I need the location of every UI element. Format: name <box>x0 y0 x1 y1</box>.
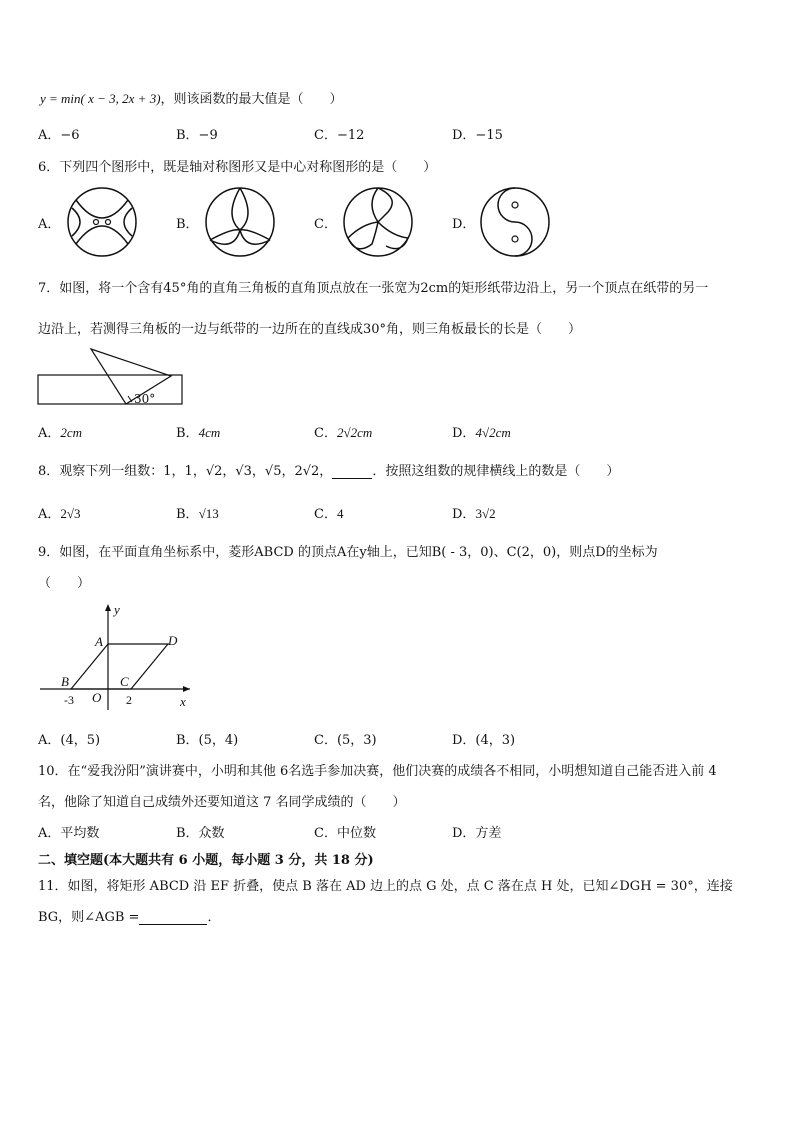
q8-option-a: A．2√3 <box>38 506 81 522</box>
q11-blank <box>139 912 207 925</box>
q9-figure <box>38 600 198 712</box>
q10-option-d: D．方差 <box>452 826 502 841</box>
svg-text:-3: -3 <box>64 693 74 707</box>
svg-text:B: B <box>61 674 69 689</box>
q10-option-a: A．平均数 <box>38 826 100 841</box>
q7-option-a: A．2cm <box>38 425 83 441</box>
q9-line2: （ ） <box>38 576 91 591</box>
q6-label-a: A． <box>38 217 61 232</box>
q7-figure <box>36 346 186 408</box>
q6-figure-d <box>479 186 551 258</box>
q9-option-c: C．(5，3) <box>314 733 377 748</box>
q10-line1: 10．在“爱我汾阳”演讲赛中，小明和其他 6名选手参加决赛，他们决赛的成绩各不相同，小明想知道自己能否进入前 4 <box>38 764 717 779</box>
q10-line2: 名，他除了知道自己成绩外还要知道这 7 名同学成绩的（ ） <box>38 795 406 810</box>
q8-option-c: C．4 <box>314 506 344 522</box>
q7-option-b: B．4cm <box>176 425 221 441</box>
q7-angle-label: 30° <box>134 392 156 406</box>
svg-text:x: x <box>180 694 186 709</box>
q6-label-c: C． <box>314 217 337 232</box>
svg-text:O: O <box>92 690 102 705</box>
q8-line <box>38 460 619 479</box>
q7-line2: 边沿上，若测得三角板的一边与纸带的一边所在的直线成30°角，则三角板最长的长是（ ） <box>38 322 582 337</box>
q9-option-a: A．(4，5) <box>38 733 101 748</box>
q5-option-d: D．−15 <box>452 128 503 143</box>
q11-line1: 11．如图，将矩形 ABCD 沿 EF 折叠，使点 B 落在 AD 边上的点 G 处，点 C 落在点 H 处，已知∠DGH = 30°，连接 <box>38 879 733 894</box>
q6-figure-a <box>66 186 138 258</box>
section-heading: 二、填空题(本大题共有 6 小题，每小题 3 分，共 18 分) <box>38 853 374 868</box>
q11-line2-wrap <box>38 906 220 925</box>
q5-text: ，则该函数的最大值是（ ） <box>160 92 343 107</box>
q11-line2: BG，则∠AGB = <box>38 910 140 925</box>
q8-option-d: D．3√2 <box>452 506 496 522</box>
q6-stem: 6．下列四个图形中，既是轴对称图形又是中心对称图形的是（ ） <box>38 160 437 175</box>
q8-stem: 8．观察下列一组数：1，1，√2，√3，√5，2√2， <box>38 464 333 479</box>
svg-text:D: D <box>168 633 178 648</box>
q11-end: ． <box>207 910 221 925</box>
q5-option-a: A．−6 <box>38 128 80 143</box>
svg-text:2: 2 <box>126 693 132 707</box>
svg-text:y: y <box>114 602 120 617</box>
q7-option-d: D．4√2cm <box>452 425 511 441</box>
q6-label-d: D． <box>452 217 476 232</box>
q5-option-c: C．−12 <box>314 128 365 143</box>
q8-blank <box>332 466 372 479</box>
q6-figure-b <box>204 186 276 258</box>
q7-option-c: C．2√2cm <box>314 425 373 441</box>
svg-text:C: C <box>120 674 129 689</box>
q8-after: ．按照这组数的规律横线上的数是（ ） <box>372 464 620 479</box>
q7-line1: 7．如图，将一个含有45°角的直角三角板的直角顶点放在一张宽为2cm的矩形纸带边沿上，另一个顶点在纸带的另一 <box>38 281 709 296</box>
q6-figure-c <box>342 186 414 258</box>
q9-option-b: B．(5，4) <box>176 733 239 748</box>
q8-option-b: B．√13 <box>176 506 219 522</box>
q5-option-b: B．−9 <box>176 128 218 143</box>
q9-option-d: D．(4，3) <box>452 733 516 748</box>
q5-formula: y = min( x − 3, 2x + 3) <box>40 91 161 106</box>
q9-line1: 9．如图，在平面直角坐标系中，菱形ABCD 的顶点A在y轴上，已知B( - 3，0)、C(2，0)，则点D的坐标为 <box>38 545 658 560</box>
q10-option-c: C．中位数 <box>314 826 376 841</box>
svg-text:A: A <box>95 634 103 649</box>
q6-label-b: B． <box>176 217 199 232</box>
q5-line <box>40 88 343 107</box>
q10-option-b: B．众数 <box>176 826 225 841</box>
